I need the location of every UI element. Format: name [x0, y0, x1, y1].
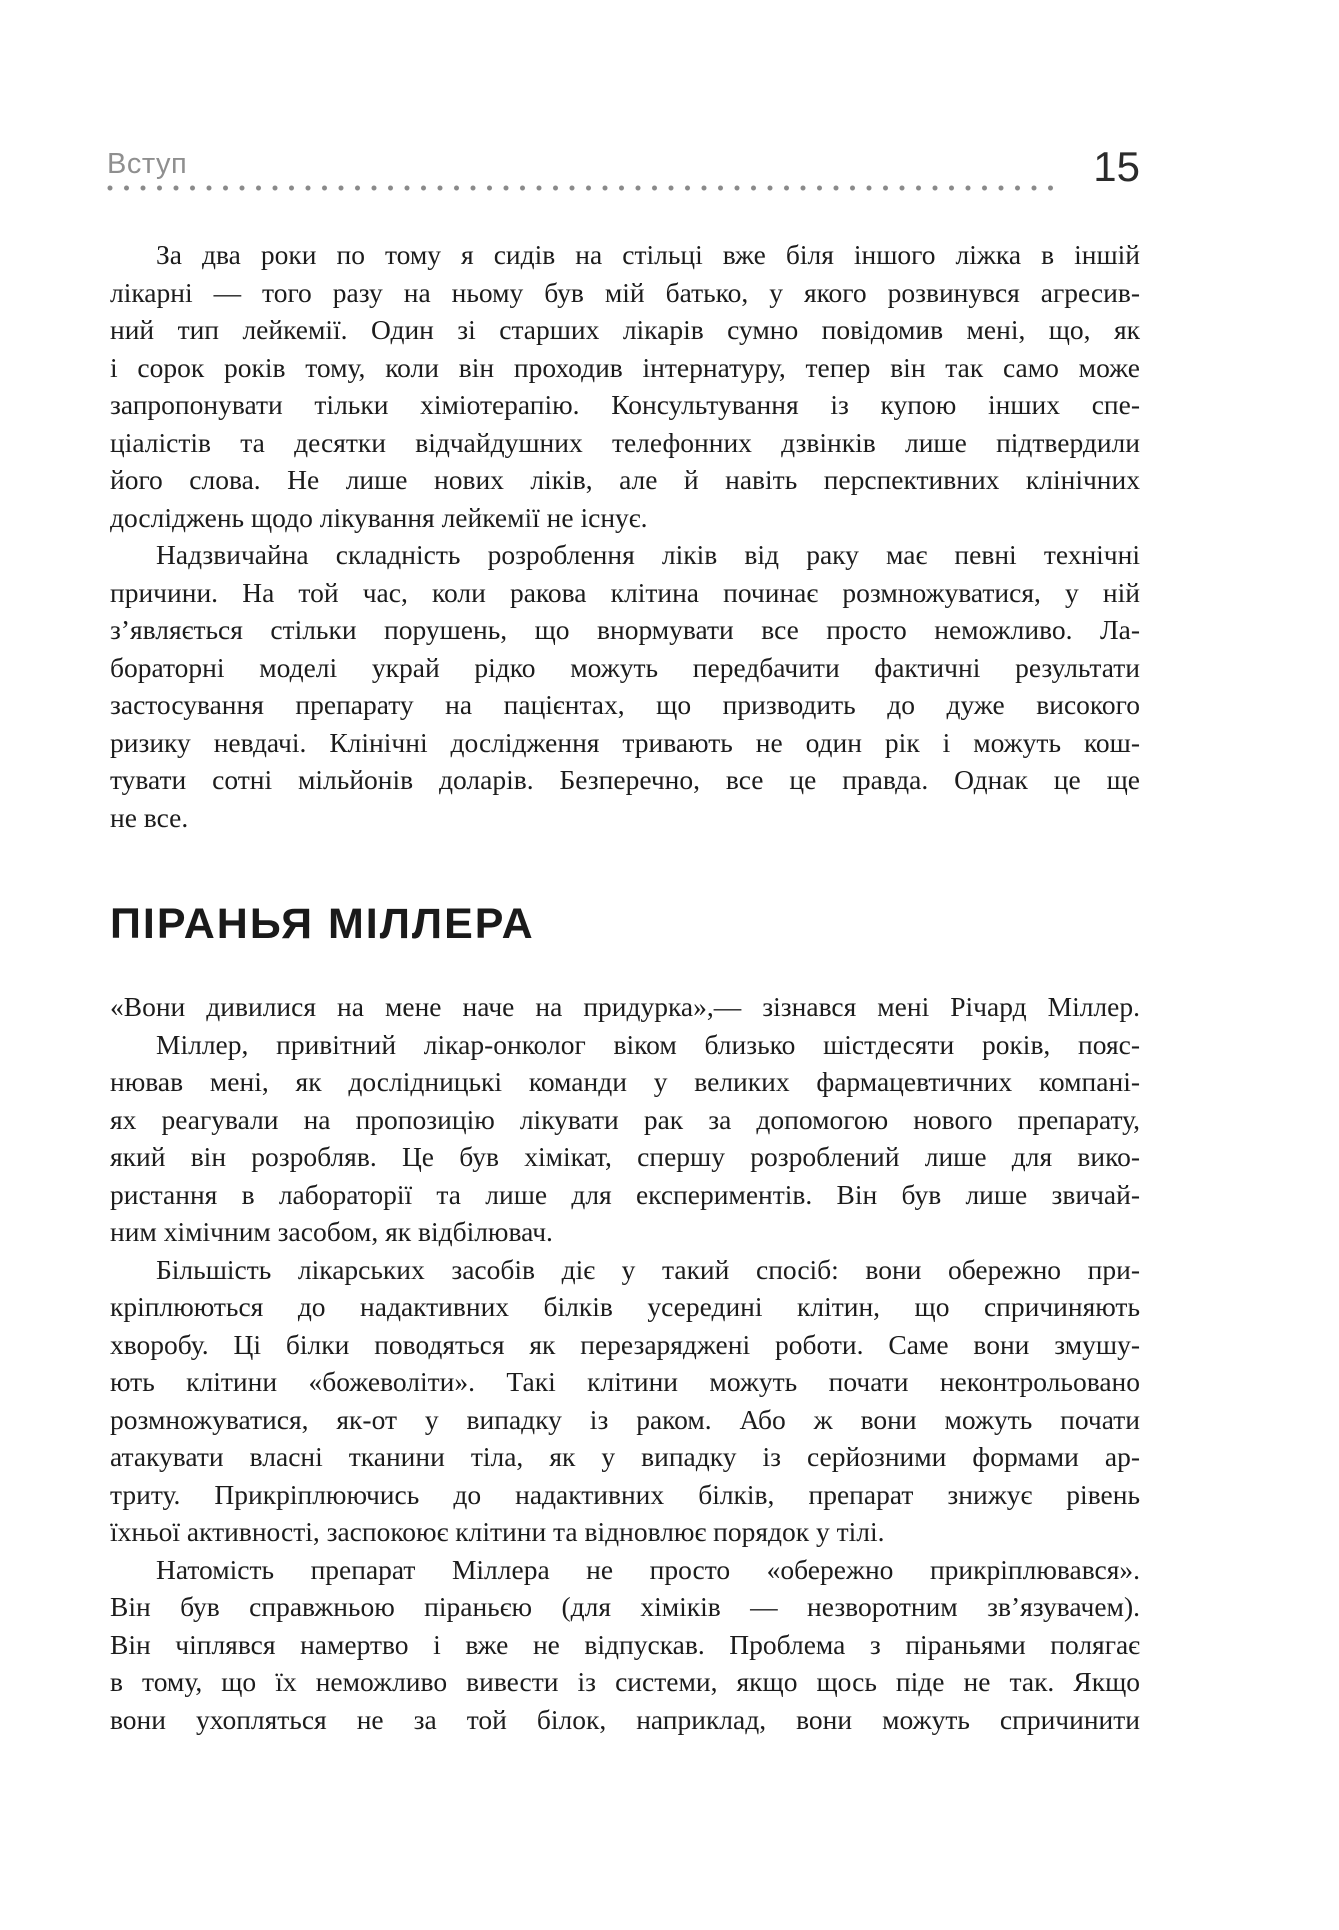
- text-line: Натомість препарат Міллера не просто «обережно прикріплювався».: [156, 1553, 1140, 1585]
- text-line: За два роки по тому я сидів на стільці вже біля іншого ліжка в іншій: [156, 239, 1140, 270]
- text-line: вони ухопляться не за той білок, наприклад, вони можуть спричинити: [110, 1703, 1140, 1735]
- text-line: досліджень щодо лікування лейкемії не існує.: [110, 501, 648, 533]
- body-text-block: [110, 236, 1140, 1738]
- text-line: кріплюються до надактивних білків усередині клітин, що спричиняють: [110, 1291, 1140, 1322]
- text-line: Міллер, привітний лікар-онколог віком близько шістдесяти років, пояс-: [156, 1028, 1140, 1060]
- text-line: в тому, що їх неможливо вивести із системи, якщо щось піде не так. Якщо: [110, 1666, 1140, 1697]
- text-line: нював мені, як дослідницькі команди у великих фармацевтичних компані-: [110, 1066, 1140, 1097]
- text-line: ристання в лабораторії та лише для експериментів. Він був лише звичай-: [110, 1178, 1140, 1210]
- body-paragraph: [110, 988, 1140, 1026]
- text-line: ють клітини «божеволіти». Такі клітини можуть почати неконтрольовано: [110, 1366, 1140, 1397]
- body-paragraph: [110, 1026, 1140, 1251]
- text-line: бораторні моделі украй рідко можуть передбачити фактичні результати: [110, 651, 1140, 683]
- section-heading: ПІРАНЬЯ МІЛЛЕРА: [110, 900, 535, 948]
- text-line: і сорок років тому, коли він проходив інтернатуру, тепер він так само може: [110, 351, 1140, 383]
- text-line: Більшість лікарських засобів діє у такий спосіб: вони обережно при-: [156, 1253, 1140, 1285]
- body-paragraph: [110, 1551, 1140, 1739]
- text-line: тувати сотні мільйонів доларів. Безперечно, все це правда. Однак це ще: [110, 764, 1140, 795]
- text-line: Надзвичайна складність розроблення ліків від раку має певні технічні: [156, 539, 1140, 570]
- text-line: ним хімічним засобом, як відбілювач.: [110, 1216, 553, 1247]
- text-line: «Вони дивилися на мене наче на придурка»,— зізнався мені Річард Міллер.: [110, 991, 1140, 1022]
- text-line: застосування препарату на пацієнтах, що призводить до дуже високого: [110, 689, 1140, 720]
- running-header-chapter: Вступ: [107, 148, 188, 180]
- text-line: їхньої активності, заспокоює клітини та відновлює порядок у тілі.: [110, 1516, 885, 1547]
- text-line: ях реагували на пропозицію лікувати рак за допомогою нового препарату,: [110, 1103, 1140, 1135]
- text-line: ризику невдачі. Клінічні дослідження тривають не один рік і можуть кош-: [110, 726, 1140, 758]
- text-line: його слова. Не лише нових ліків, але й навіть перспективних клінічних: [110, 464, 1140, 495]
- text-line: який він розробляв. Це був хімікат, спершу розроблений лише для вико-: [110, 1141, 1140, 1172]
- text-line: атакувати власні тканини тіла, як у випадку із серйозними формами ар-: [110, 1441, 1140, 1472]
- text-line: з’являється стільки порушень, що внормувати все просто неможливо. Ла-: [110, 614, 1140, 645]
- text-line: не все.: [110, 801, 189, 833]
- text-line: запропонувати тільки хіміотерапію. Консультування із купою інших спе-: [110, 389, 1140, 420]
- dotted-leader-rule: [107, 184, 1064, 192]
- text-line: триту. Прикріплюючись до надактивних білків, препарат знижує рівень: [110, 1478, 1140, 1510]
- text-line: лікарні — того разу на ньому був мій батько, у якого розвинувся агресив-: [110, 276, 1140, 308]
- text-line: Він був справжньою піраньєю (для хіміків — незворотним зв’язувачем).: [110, 1591, 1140, 1622]
- text-line: ний тип лейкемії. Один зі старших лікарів сумно повідомив мені, що, як: [110, 314, 1140, 345]
- page-number: 15: [1093, 143, 1140, 190]
- body-paragraph: [110, 536, 1140, 836]
- text-line: Він чіплявся намертво і вже не відпускав. Проблема з піраньями полягає: [110, 1628, 1140, 1660]
- text-line: причини. На той час, коли ракова клітина починає розмножуватися, у ній: [110, 576, 1140, 608]
- body-paragraph: [110, 236, 1140, 536]
- text-line: ціалістів та десятки відчайдушних телефонних дзвінків лише підтвердили: [110, 426, 1140, 458]
- text-line: хворобу. Ці білки поводяться як перезаряджені роботи. Саме вони змушу-: [110, 1328, 1140, 1360]
- text-line: розмножуватися, як-от у випадку із раком. Або ж вони можуть почати: [110, 1403, 1140, 1435]
- body-paragraph: [110, 1251, 1140, 1551]
